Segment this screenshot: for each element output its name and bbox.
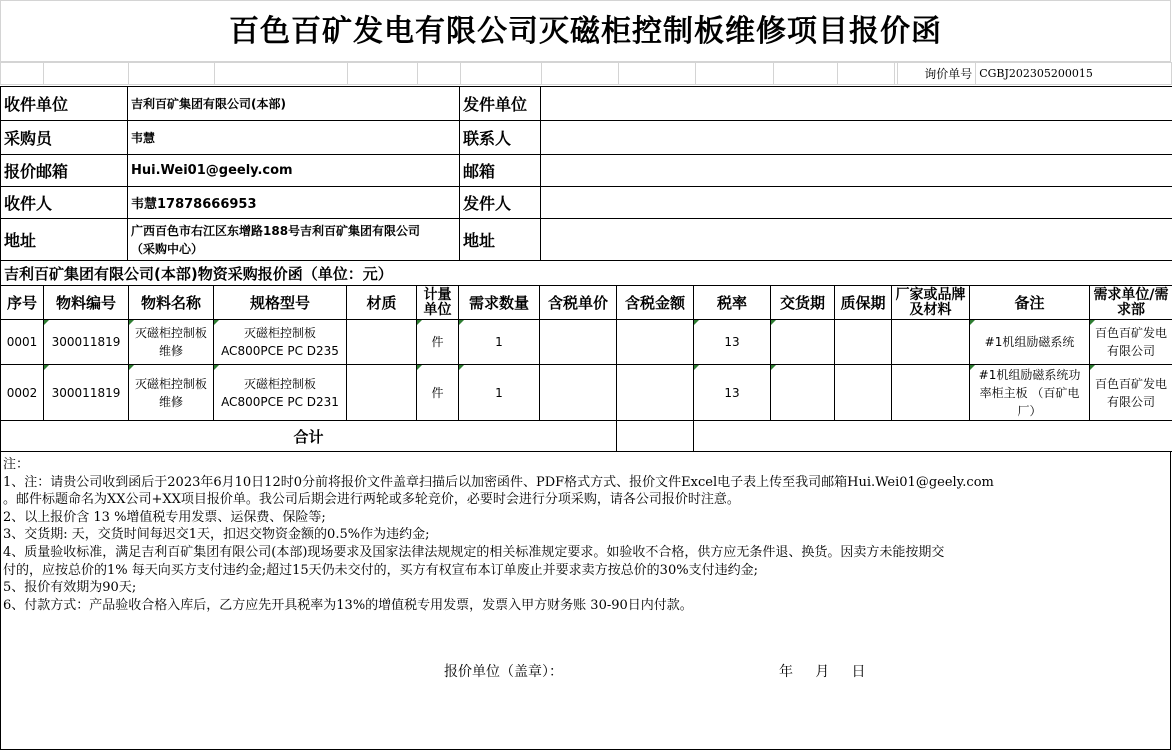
row-material[interactable]	[347, 320, 417, 365]
receiver-label: 收件人	[1, 187, 128, 219]
row-tax: 13	[694, 365, 771, 421]
section-title: 吉利百矿集团有限公司(本部)物资采购报价函（单位：元）	[1, 261, 1172, 286]
table-row	[1, 365, 1172, 421]
address-label: 地址	[1, 219, 128, 261]
row-spec-line-1: 灭磁柜控制板	[243, 326, 316, 340]
row-price[interactable]	[540, 320, 617, 365]
buyer-value: 韦慧	[128, 121, 460, 155]
date-label: 年 月 日	[779, 664, 866, 680]
row-spec	[214, 365, 347, 421]
sign-label: 报价单位（盖章）：	[444, 664, 563, 680]
item-table	[0, 285, 1172, 452]
col-header: 含税单价	[540, 286, 617, 320]
email-value: Hui.Wei01@geely.com	[128, 155, 460, 187]
col-header: 材质	[347, 286, 417, 320]
total-rest	[694, 421, 1172, 452]
row-delivery[interactable]	[771, 320, 835, 365]
total-amount[interactable]	[617, 421, 694, 452]
table-row	[1, 320, 1172, 365]
note-line: 6、付款方式：产品验收合格入库后，乙方应先开具税率为13%的增值税专用发票，发票入甲方财务账 30-90日内付款。	[3, 597, 693, 613]
row-no: 0002	[1, 365, 44, 421]
row-brand[interactable]	[892, 320, 970, 365]
quote-number-row	[0, 62, 1172, 85]
email2-value[interactable]	[541, 155, 1172, 187]
row-material[interactable]	[347, 365, 417, 421]
notes-block	[0, 452, 1171, 750]
note-line: 。邮件标题命名为XX公司+XX项目报价单。我公司后期会进行两轮或多轮竞价，必要时会进行分项采购，请各公司报价时注意。	[3, 492, 740, 508]
total-label: 合计	[1, 421, 617, 452]
note-line: 注：	[3, 457, 30, 472]
sender-label: 发件人	[460, 187, 541, 219]
col-header: 规格型号	[214, 286, 347, 320]
col-header: 税率	[694, 286, 771, 320]
row-unit: 件	[417, 365, 459, 421]
col-header: 序号	[1, 286, 44, 320]
row-dept: 百色百矿发电有限公司	[1090, 320, 1172, 365]
row-remark: #1机组励磁系统	[970, 320, 1090, 365]
note-line: 4、质量验收标准，满足吉利百矿集团有限公司(本部)现场要求及国家法律法规规定的相关标准规定要求。如验收不合格，供方应无条件退、换货。因卖方未能按期交	[3, 544, 945, 560]
quote-no-label: 询价单号	[897, 63, 975, 85]
row-spec-line-2: AC800PCE PC D231	[221, 394, 339, 409]
col-header: 质保期	[835, 286, 892, 320]
total-row	[1, 421, 1172, 452]
note-line: 1、注：请贵公司收到函后于2023年6月10日12时0分前将报价文件盖章扫描后以加密函件、PDF格式方式、报价文件Excel电子表上传至我司邮箱Hui.Wei01@geely.com	[3, 474, 994, 490]
col-header: 物料名称	[129, 286, 214, 320]
send-unit-label: 发件单位	[460, 87, 541, 121]
send-unit-value[interactable]	[541, 87, 1172, 121]
row-tax: 13	[694, 320, 771, 365]
row-qty: 1	[459, 320, 540, 365]
col-header: 物料编号	[44, 286, 129, 320]
row-code: 300011819	[44, 320, 129, 365]
row-name: 灭磁柜控制板维修	[129, 320, 214, 365]
address-value	[128, 219, 460, 261]
row-amount[interactable]	[617, 320, 694, 365]
row-spec-line-1: 灭磁柜控制板	[243, 376, 316, 391]
col-header: 需求数量	[459, 286, 540, 320]
address2-label: 地址	[460, 219, 541, 261]
col-header: 计量单位	[417, 286, 459, 320]
recv-unit-value: 吉利百矿集团有限公司(本部)	[128, 87, 460, 121]
quote-no-value: CGBJ202305200015	[976, 63, 1172, 85]
email-label: 报价邮箱	[1, 155, 128, 187]
address-line-1: 广西百色市右江区东增路188号吉利百矿集团有限公司	[131, 223, 421, 238]
row-warranty[interactable]	[835, 365, 892, 421]
col-header: 厂家或品牌及材料	[892, 286, 970, 320]
row-delivery[interactable]	[771, 365, 835, 421]
row-spec-line-2: AC800PCE PC D235	[221, 344, 339, 358]
row-amount[interactable]	[617, 365, 694, 421]
document-title: 百色百矿发电有限公司灭磁柜控制板维修项目报价函	[0, 0, 1171, 62]
row-brand[interactable]	[892, 365, 970, 421]
col-header: 备注	[970, 286, 1090, 320]
row-spec	[214, 320, 347, 365]
contact-label: 联系人	[460, 121, 541, 155]
col-header: 含税金额	[617, 286, 694, 320]
buyer-label: 采购员	[1, 121, 128, 155]
row-warranty[interactable]	[835, 320, 892, 365]
col-header: 交货期	[771, 286, 835, 320]
note-line: 5、报价有效期为90天;	[3, 580, 137, 596]
address-line-2: （采购中心）	[131, 241, 204, 256]
note-line: 2、以上报价含 13 %增值税专用发票、运保费、保险等;	[3, 509, 326, 525]
row-name: 灭磁柜控制板维修	[129, 365, 214, 421]
row-unit: 件	[417, 320, 459, 365]
recv-unit-label: 收件单位	[1, 87, 128, 121]
address2-value[interactable]	[541, 219, 1172, 261]
note-line: 付的，应按总价的1% 每天向买方支付违约金;超过15天仍未交付的，买方有权宣布本订单废止并要求卖方按总价的30%支付违约金;	[3, 562, 758, 578]
col-header: 需求单位/需求部	[1090, 286, 1172, 320]
row-remark: #1机组励磁系统功率柜主板 （百矿电厂）	[970, 365, 1090, 421]
info-table	[0, 86, 1172, 286]
row-price[interactable]	[540, 365, 617, 421]
row-dept: 百色百矿发电有限公司	[1090, 365, 1172, 421]
sender-value[interactable]	[541, 187, 1172, 219]
email2-label: 邮箱	[460, 155, 541, 187]
row-no: 0001	[1, 320, 44, 365]
table-header	[1, 286, 1172, 320]
contact-value[interactable]	[541, 121, 1172, 155]
row-qty: 1	[459, 365, 540, 421]
row-code: 300011819	[44, 365, 129, 421]
note-line: 3、交货期: 天，交货时间每迟交1天，扣迟交物资金额的0.5%作为违约金;	[3, 527, 430, 543]
receiver-value: 韦慧17878666953	[128, 187, 460, 219]
